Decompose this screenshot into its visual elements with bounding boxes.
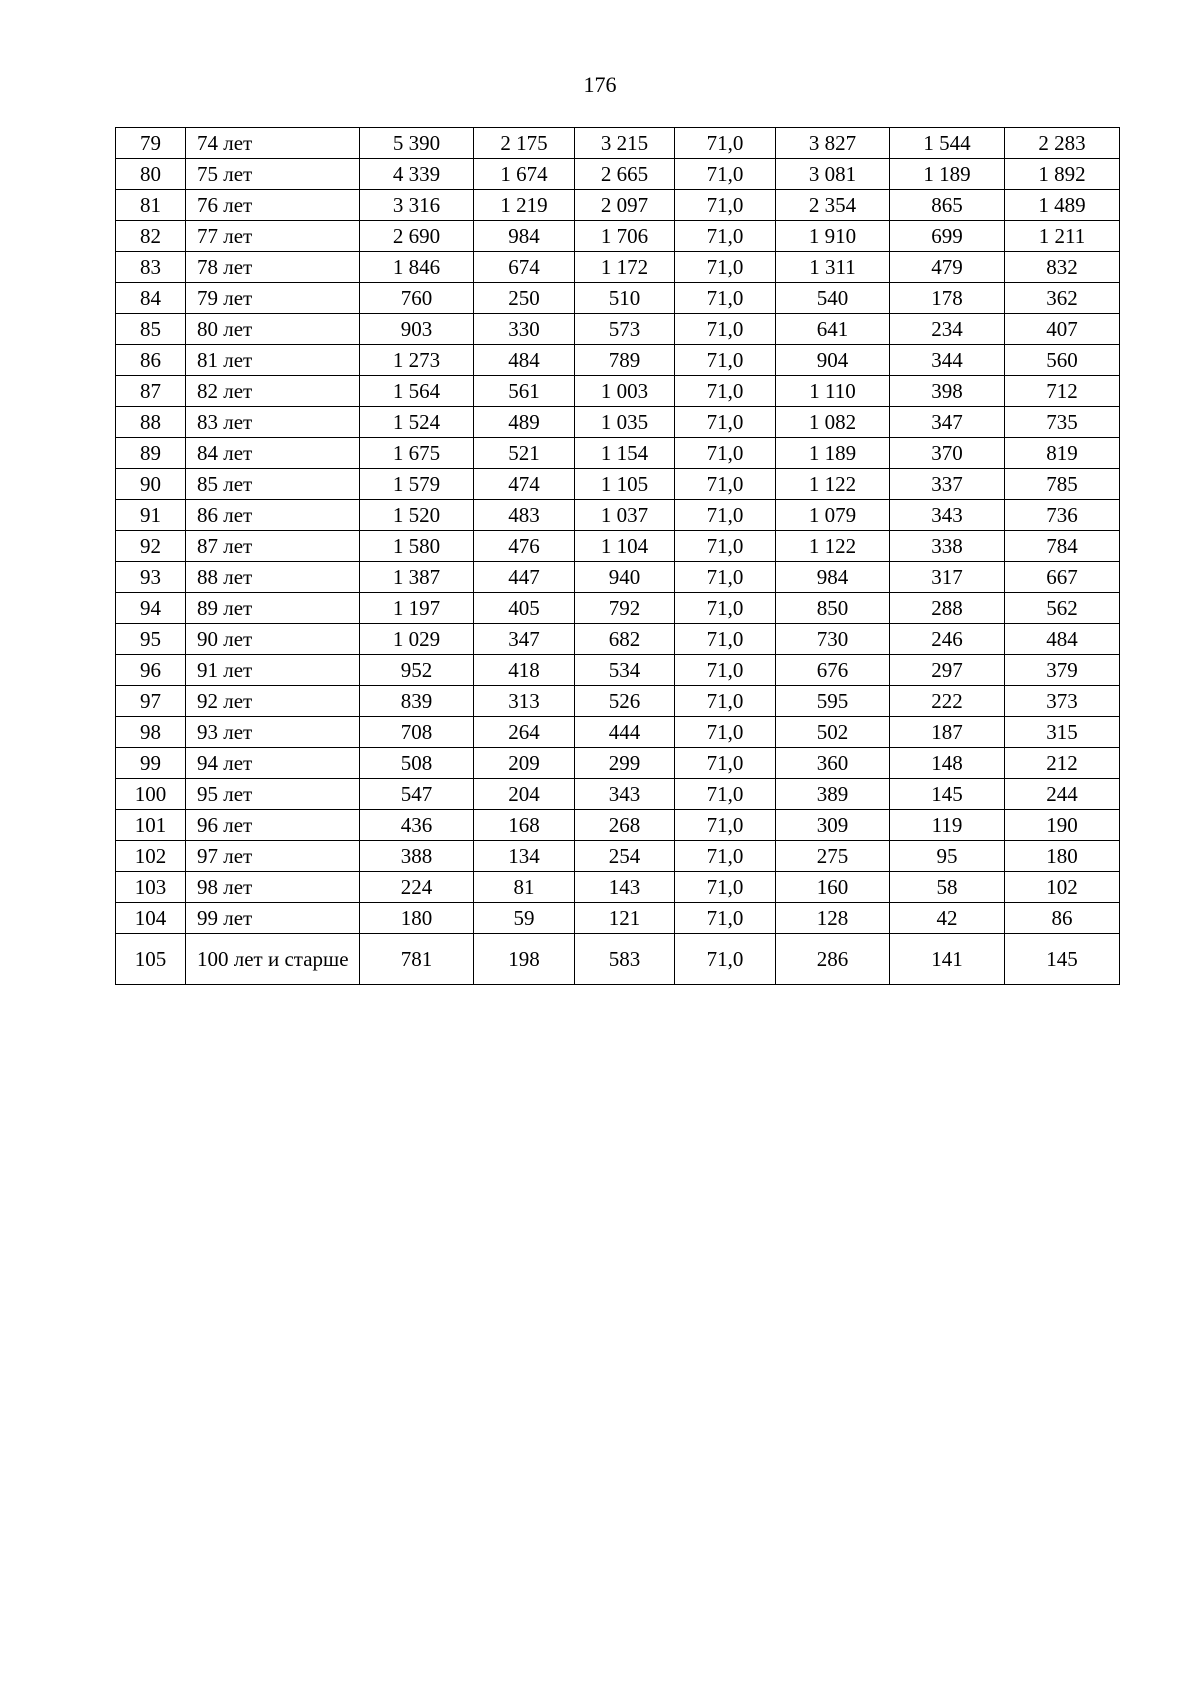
row-number-cell: 95 — [116, 624, 186, 655]
col-7-cell: 712 — [1005, 376, 1120, 407]
col-5-cell: 1 122 — [776, 531, 890, 562]
age-group-cell: 91 лет — [186, 655, 360, 686]
age-group-cell: 78 лет — [186, 252, 360, 283]
col-6-cell: 148 — [890, 748, 1005, 779]
col-4-cell: 71,0 — [675, 686, 776, 717]
col-1-cell: 1 564 — [360, 376, 474, 407]
table-row — [116, 376, 1120, 407]
row-number-cell: 102 — [116, 841, 186, 872]
row-number-cell: 87 — [116, 376, 186, 407]
age-group-cell: 89 лет — [186, 593, 360, 624]
table-row — [116, 500, 1120, 531]
table-row — [116, 872, 1120, 903]
table-row — [116, 624, 1120, 655]
col-6-cell: 95 — [890, 841, 1005, 872]
col-1-cell: 1 524 — [360, 407, 474, 438]
col-6-cell: 145 — [890, 779, 1005, 810]
col-3-cell: 299 — [575, 748, 675, 779]
col-6-cell: 141 — [890, 934, 1005, 985]
col-1-cell: 952 — [360, 655, 474, 686]
age-group-cell: 83 лет — [186, 407, 360, 438]
row-number-cell: 91 — [116, 500, 186, 531]
row-number-cell: 84 — [116, 283, 186, 314]
col-5-cell: 1 122 — [776, 469, 890, 500]
table-row — [116, 438, 1120, 469]
col-2-cell: 1 219 — [474, 190, 575, 221]
col-4-cell: 71,0 — [675, 376, 776, 407]
age-group-cell: 99 лет — [186, 903, 360, 934]
col-1-cell: 224 — [360, 872, 474, 903]
col-2-cell: 347 — [474, 624, 575, 655]
col-3-cell: 534 — [575, 655, 675, 686]
col-6-cell: 119 — [890, 810, 1005, 841]
col-2-cell: 474 — [474, 469, 575, 500]
age-group-cell: 79 лет — [186, 283, 360, 314]
col-4-cell: 71,0 — [675, 252, 776, 283]
col-5-cell: 1 910 — [776, 221, 890, 252]
col-3-cell: 1 105 — [575, 469, 675, 500]
row-number-cell: 90 — [116, 469, 186, 500]
age-group-cell: 92 лет — [186, 686, 360, 717]
col-7-cell: 190 — [1005, 810, 1120, 841]
table-row — [116, 469, 1120, 500]
age-group-cell: 93 лет — [186, 717, 360, 748]
age-group-cell: 85 лет — [186, 469, 360, 500]
col-4-cell: 71,0 — [675, 314, 776, 345]
age-data-table — [115, 127, 1120, 985]
col-2-cell: 250 — [474, 283, 575, 314]
col-4-cell: 71,0 — [675, 345, 776, 376]
col-4-cell: 71,0 — [675, 593, 776, 624]
col-6-cell: 338 — [890, 531, 1005, 562]
col-7-cell: 212 — [1005, 748, 1120, 779]
col-7-cell: 735 — [1005, 407, 1120, 438]
col-2-cell: 447 — [474, 562, 575, 593]
col-6-cell: 398 — [890, 376, 1005, 407]
col-1-cell: 1 520 — [360, 500, 474, 531]
col-2-cell: 204 — [474, 779, 575, 810]
col-5-cell: 3 827 — [776, 128, 890, 159]
col-7-cell: 832 — [1005, 252, 1120, 283]
col-2-cell: 59 — [474, 903, 575, 934]
row-number-cell: 80 — [116, 159, 186, 190]
age-group-cell: 96 лет — [186, 810, 360, 841]
col-4-cell: 71,0 — [675, 221, 776, 252]
col-6-cell: 370 — [890, 438, 1005, 469]
col-4-cell: 71,0 — [675, 624, 776, 655]
table-row — [116, 779, 1120, 810]
col-6-cell: 337 — [890, 469, 1005, 500]
col-2-cell: 476 — [474, 531, 575, 562]
col-1-cell: 1 029 — [360, 624, 474, 655]
col-3-cell: 143 — [575, 872, 675, 903]
row-number-cell: 93 — [116, 562, 186, 593]
row-number-cell: 86 — [116, 345, 186, 376]
age-group-cell: 90 лет — [186, 624, 360, 655]
col-1-cell: 388 — [360, 841, 474, 872]
row-number-cell: 105 — [116, 934, 186, 985]
col-3-cell: 789 — [575, 345, 675, 376]
table-row — [116, 314, 1120, 345]
col-4-cell: 71,0 — [675, 810, 776, 841]
col-5-cell: 595 — [776, 686, 890, 717]
col-6-cell: 865 — [890, 190, 1005, 221]
age-group-cell: 76 лет — [186, 190, 360, 221]
col-4-cell: 71,0 — [675, 500, 776, 531]
col-1-cell: 1 579 — [360, 469, 474, 500]
col-3-cell: 343 — [575, 779, 675, 810]
row-number-cell: 82 — [116, 221, 186, 252]
col-3-cell: 792 — [575, 593, 675, 624]
col-1-cell: 2 690 — [360, 221, 474, 252]
row-number-cell: 98 — [116, 717, 186, 748]
table-row — [116, 934, 1120, 985]
table-row — [116, 283, 1120, 314]
col-3-cell: 1 706 — [575, 221, 675, 252]
col-6-cell: 297 — [890, 655, 1005, 686]
col-5-cell: 3 081 — [776, 159, 890, 190]
table-row — [116, 593, 1120, 624]
col-4-cell: 71,0 — [675, 190, 776, 221]
col-4-cell: 71,0 — [675, 841, 776, 872]
col-3-cell: 2 097 — [575, 190, 675, 221]
col-3-cell: 510 — [575, 283, 675, 314]
row-number-cell: 97 — [116, 686, 186, 717]
col-4-cell: 71,0 — [675, 283, 776, 314]
col-7-cell: 315 — [1005, 717, 1120, 748]
col-1-cell: 508 — [360, 748, 474, 779]
col-3-cell: 254 — [575, 841, 675, 872]
col-3-cell: 583 — [575, 934, 675, 985]
col-4-cell: 71,0 — [675, 407, 776, 438]
col-5-cell: 1 189 — [776, 438, 890, 469]
table-row — [116, 190, 1120, 221]
row-number-cell: 81 — [116, 190, 186, 221]
col-3-cell: 1 172 — [575, 252, 675, 283]
col-1-cell: 5 390 — [360, 128, 474, 159]
col-2-cell: 168 — [474, 810, 575, 841]
col-4-cell: 71,0 — [675, 655, 776, 686]
table-row — [116, 748, 1120, 779]
age-group-cell: 75 лет — [186, 159, 360, 190]
col-5-cell: 641 — [776, 314, 890, 345]
col-7-cell: 373 — [1005, 686, 1120, 717]
row-number-cell: 85 — [116, 314, 186, 345]
col-3-cell: 1 035 — [575, 407, 675, 438]
col-7-cell: 1 489 — [1005, 190, 1120, 221]
table-row — [116, 345, 1120, 376]
col-1-cell: 903 — [360, 314, 474, 345]
col-5-cell: 540 — [776, 283, 890, 314]
row-number-cell: 94 — [116, 593, 186, 624]
col-4-cell: 71,0 — [675, 717, 776, 748]
col-2-cell: 484 — [474, 345, 575, 376]
table-row — [116, 159, 1120, 190]
col-5-cell: 160 — [776, 872, 890, 903]
col-2-cell: 1 674 — [474, 159, 575, 190]
col-4-cell: 71,0 — [675, 779, 776, 810]
row-number-cell: 99 — [116, 748, 186, 779]
col-2-cell: 405 — [474, 593, 575, 624]
col-1-cell: 1 273 — [360, 345, 474, 376]
col-1-cell: 781 — [360, 934, 474, 985]
col-5-cell: 1 311 — [776, 252, 890, 283]
col-2-cell: 483 — [474, 500, 575, 531]
row-number-cell: 88 — [116, 407, 186, 438]
col-7-cell: 1 892 — [1005, 159, 1120, 190]
table-row — [116, 717, 1120, 748]
col-7-cell: 736 — [1005, 500, 1120, 531]
age-group-cell: 82 лет — [186, 376, 360, 407]
col-7-cell: 244 — [1005, 779, 1120, 810]
age-group-cell: 74 лет — [186, 128, 360, 159]
col-7-cell: 2 283 — [1005, 128, 1120, 159]
col-1-cell: 708 — [360, 717, 474, 748]
col-6-cell: 187 — [890, 717, 1005, 748]
col-5-cell: 676 — [776, 655, 890, 686]
col-4-cell: 71,0 — [675, 934, 776, 985]
col-6-cell: 246 — [890, 624, 1005, 655]
col-2-cell: 313 — [474, 686, 575, 717]
table-row — [116, 531, 1120, 562]
col-4-cell: 71,0 — [675, 903, 776, 934]
col-7-cell: 1 211 — [1005, 221, 1120, 252]
col-5-cell: 1 079 — [776, 500, 890, 531]
age-group-cell: 100 лет и старше — [186, 934, 360, 985]
col-2-cell: 134 — [474, 841, 575, 872]
col-6-cell: 347 — [890, 407, 1005, 438]
col-5-cell: 309 — [776, 810, 890, 841]
col-3-cell: 268 — [575, 810, 675, 841]
col-4-cell: 71,0 — [675, 748, 776, 779]
col-1-cell: 1 675 — [360, 438, 474, 469]
col-7-cell: 560 — [1005, 345, 1120, 376]
age-group-cell: 84 лет — [186, 438, 360, 469]
col-5-cell: 1 082 — [776, 407, 890, 438]
col-1-cell: 3 316 — [360, 190, 474, 221]
col-4-cell: 71,0 — [675, 562, 776, 593]
age-group-cell: 81 лет — [186, 345, 360, 376]
row-number-cell: 100 — [116, 779, 186, 810]
col-3-cell: 1 003 — [575, 376, 675, 407]
col-5-cell: 1 110 — [776, 376, 890, 407]
col-4-cell: 71,0 — [675, 469, 776, 500]
col-3-cell: 121 — [575, 903, 675, 934]
col-7-cell: 102 — [1005, 872, 1120, 903]
col-7-cell: 785 — [1005, 469, 1120, 500]
row-number-cell: 96 — [116, 655, 186, 686]
col-2-cell: 489 — [474, 407, 575, 438]
col-7-cell: 667 — [1005, 562, 1120, 593]
table-row — [116, 221, 1120, 252]
col-5-cell: 2 354 — [776, 190, 890, 221]
col-6-cell: 343 — [890, 500, 1005, 531]
col-5-cell: 286 — [776, 934, 890, 985]
col-6-cell: 479 — [890, 252, 1005, 283]
col-3-cell: 1 154 — [575, 438, 675, 469]
table-row — [116, 655, 1120, 686]
col-7-cell: 819 — [1005, 438, 1120, 469]
col-2-cell: 561 — [474, 376, 575, 407]
row-number-cell: 101 — [116, 810, 186, 841]
col-2-cell: 264 — [474, 717, 575, 748]
col-2-cell: 81 — [474, 872, 575, 903]
table-row — [116, 252, 1120, 283]
col-5-cell: 730 — [776, 624, 890, 655]
col-5-cell: 360 — [776, 748, 890, 779]
age-group-cell: 80 лет — [186, 314, 360, 345]
col-7-cell: 362 — [1005, 283, 1120, 314]
col-6-cell: 344 — [890, 345, 1005, 376]
col-3-cell: 682 — [575, 624, 675, 655]
col-1-cell: 1 846 — [360, 252, 474, 283]
row-number-cell: 83 — [116, 252, 186, 283]
col-6-cell: 42 — [890, 903, 1005, 934]
col-3-cell: 526 — [575, 686, 675, 717]
col-3-cell: 940 — [575, 562, 675, 593]
col-7-cell: 379 — [1005, 655, 1120, 686]
age-group-cell: 95 лет — [186, 779, 360, 810]
col-2-cell: 418 — [474, 655, 575, 686]
col-4-cell: 71,0 — [675, 159, 776, 190]
col-1-cell: 4 339 — [360, 159, 474, 190]
col-5-cell: 128 — [776, 903, 890, 934]
col-6-cell: 317 — [890, 562, 1005, 593]
row-number-cell: 79 — [116, 128, 186, 159]
col-3-cell: 1 104 — [575, 531, 675, 562]
age-group-cell: 98 лет — [186, 872, 360, 903]
row-number-cell: 89 — [116, 438, 186, 469]
age-group-cell: 77 лет — [186, 221, 360, 252]
col-1-cell: 839 — [360, 686, 474, 717]
table-row — [116, 810, 1120, 841]
table-body — [116, 128, 1120, 985]
col-5-cell: 984 — [776, 562, 890, 593]
col-2-cell: 330 — [474, 314, 575, 345]
col-7-cell: 86 — [1005, 903, 1120, 934]
col-5-cell: 904 — [776, 345, 890, 376]
col-2-cell: 209 — [474, 748, 575, 779]
col-6-cell: 222 — [890, 686, 1005, 717]
col-2-cell: 984 — [474, 221, 575, 252]
table-row — [116, 686, 1120, 717]
page-number: 176 — [583, 72, 617, 97]
col-6-cell: 1 189 — [890, 159, 1005, 190]
col-2-cell: 674 — [474, 252, 575, 283]
col-6-cell: 234 — [890, 314, 1005, 345]
col-7-cell: 407 — [1005, 314, 1120, 345]
col-7-cell: 484 — [1005, 624, 1120, 655]
table-row — [116, 562, 1120, 593]
col-7-cell: 180 — [1005, 841, 1120, 872]
col-1-cell: 180 — [360, 903, 474, 934]
row-number-cell: 92 — [116, 531, 186, 562]
col-1-cell: 1 387 — [360, 562, 474, 593]
table-row — [116, 841, 1120, 872]
col-7-cell: 145 — [1005, 934, 1120, 985]
col-4-cell: 71,0 — [675, 872, 776, 903]
table-row — [116, 128, 1120, 159]
col-4-cell: 71,0 — [675, 128, 776, 159]
col-6-cell: 178 — [890, 283, 1005, 314]
col-2-cell: 2 175 — [474, 128, 575, 159]
col-5-cell: 389 — [776, 779, 890, 810]
col-2-cell: 521 — [474, 438, 575, 469]
col-5-cell: 502 — [776, 717, 890, 748]
col-1-cell: 547 — [360, 779, 474, 810]
col-6-cell: 699 — [890, 221, 1005, 252]
age-group-cell: 86 лет — [186, 500, 360, 531]
age-group-cell: 94 лет — [186, 748, 360, 779]
col-4-cell: 71,0 — [675, 438, 776, 469]
age-group-cell: 88 лет — [186, 562, 360, 593]
row-number-cell: 103 — [116, 872, 186, 903]
col-3-cell: 573 — [575, 314, 675, 345]
col-3-cell: 2 665 — [575, 159, 675, 190]
col-4-cell: 71,0 — [675, 531, 776, 562]
col-1-cell: 436 — [360, 810, 474, 841]
col-6-cell: 1 544 — [890, 128, 1005, 159]
col-6-cell: 58 — [890, 872, 1005, 903]
table-row — [116, 903, 1120, 934]
col-7-cell: 784 — [1005, 531, 1120, 562]
col-3-cell: 444 — [575, 717, 675, 748]
col-1-cell: 1 580 — [360, 531, 474, 562]
row-number-cell: 104 — [116, 903, 186, 934]
col-5-cell: 850 — [776, 593, 890, 624]
col-5-cell: 275 — [776, 841, 890, 872]
col-3-cell: 1 037 — [575, 500, 675, 531]
col-1-cell: 760 — [360, 283, 474, 314]
col-2-cell: 198 — [474, 934, 575, 985]
table-row — [116, 407, 1120, 438]
age-group-cell: 97 лет — [186, 841, 360, 872]
col-7-cell: 562 — [1005, 593, 1120, 624]
age-group-cell: 87 лет — [186, 531, 360, 562]
col-1-cell: 1 197 — [360, 593, 474, 624]
col-6-cell: 288 — [890, 593, 1005, 624]
col-3-cell: 3 215 — [575, 128, 675, 159]
